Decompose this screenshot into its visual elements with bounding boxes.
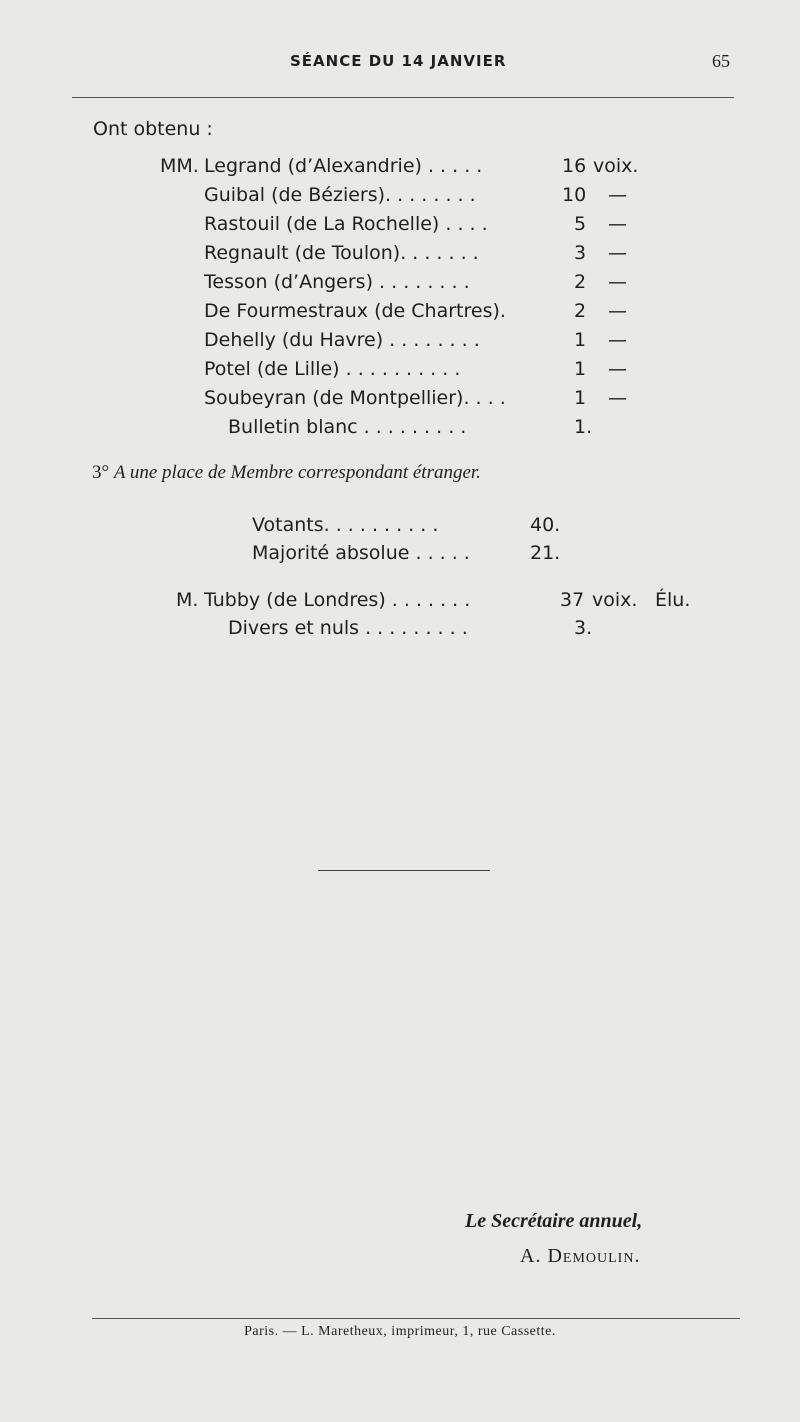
result-row <box>0 416 800 445</box>
result-row <box>0 387 800 416</box>
candidate-name: Tesson (d’Angers) . . . . . . . . <box>204 271 470 293</box>
vote-count: 1 <box>574 358 587 380</box>
result-row <box>0 271 800 300</box>
result-row <box>0 242 800 271</box>
vote-count: 1 <box>574 329 587 351</box>
printer-imprint: Paris. — L. Maretheux, imprimeur, 1, rue Cassette. <box>244 1324 556 1339</box>
result-row <box>0 213 800 242</box>
vote-count: 5 <box>574 213 587 235</box>
vote-unit: voix. <box>592 589 638 611</box>
candidate-name: Tubby (de Londres) . . . . . . . <box>204 589 471 611</box>
result-row <box>0 184 800 213</box>
section-divider <box>318 870 490 871</box>
elected-mark: Élu. <box>655 589 691 611</box>
candidate-name: Bulletin blanc . . . . . . . . . <box>228 416 467 438</box>
candidate-name: Guibal (de Béziers). . . . . . . . <box>204 184 476 206</box>
outcome-prefix: M. <box>176 589 199 611</box>
vote-count: 10 <box>562 184 587 206</box>
result-row <box>0 329 800 358</box>
ditto-mark: — <box>608 271 627 293</box>
vote-count: 3 <box>574 242 587 264</box>
ditto-mark: — <box>608 213 627 235</box>
section-number: 3° <box>92 462 110 483</box>
signature-surname: Demoulin. <box>547 1245 641 1267</box>
stat-row <box>0 542 800 571</box>
candidate-name: Legrand (d’Alexandrie) . . . . . <box>204 155 483 177</box>
vote-unit: voix. <box>593 155 639 177</box>
result-prefix: MM. <box>160 155 199 177</box>
candidate-name: Dehelly (du Havre) . . . . . . . . <box>204 329 480 351</box>
page-number: 65 <box>712 51 730 71</box>
ditto-mark: — <box>608 387 627 409</box>
ditto-mark: — <box>608 329 627 351</box>
candidate-name: De Fourmestraux (de Chartres). <box>204 300 506 322</box>
intro-text: Ont obtenu : <box>93 118 213 140</box>
vote-count: 1 <box>574 387 587 409</box>
signature-initial: A. <box>520 1245 542 1267</box>
footer-rule <box>92 1318 740 1319</box>
ditto-mark: — <box>608 300 627 322</box>
header-rule <box>72 97 734 98</box>
vote-count: 2 <box>574 271 587 293</box>
signature-title: Le Secrétaire annuel, <box>465 1210 643 1232</box>
ditto-mark: — <box>608 184 627 206</box>
candidate-name: Soubeyran (de Montpellier). . . . <box>204 387 506 409</box>
stat-row <box>0 514 800 543</box>
stat-label: Votants. . . . . . . . . . <box>252 514 439 536</box>
stat-value: 21. <box>530 542 561 564</box>
stat-label: Majorité absolue . . . . . <box>252 542 470 564</box>
result-row <box>0 155 800 184</box>
vote-count: 2 <box>574 300 587 322</box>
vote-count: 16 <box>562 155 587 177</box>
candidate-name: Regnault (de Toulon). . . . . . . <box>204 242 479 264</box>
vote-count: 3. <box>574 617 593 639</box>
vote-count: 37 <box>560 589 585 611</box>
ditto-mark: — <box>608 242 627 264</box>
candidate-name: Divers et nuls . . . . . . . . . <box>228 617 468 639</box>
section-title: A une place de Membre correspondant étranger. <box>113 462 481 483</box>
vote-count: 1. <box>574 416 593 438</box>
section-heading <box>92 462 481 484</box>
candidate-name: Potel (de Lille) . . . . . . . . . . <box>204 358 461 380</box>
signature-name <box>520 1245 640 1268</box>
running-title: SÉANCE DU 14 JANVIER <box>290 52 507 70</box>
result-row <box>0 300 800 329</box>
outcome-row <box>0 617 800 646</box>
ditto-mark: — <box>608 358 627 380</box>
stat-value: 40. <box>530 514 561 536</box>
outcome-row <box>0 589 800 618</box>
candidate-name: Rastouil (de La Rochelle) . . . . <box>204 213 488 235</box>
result-row <box>0 358 800 387</box>
